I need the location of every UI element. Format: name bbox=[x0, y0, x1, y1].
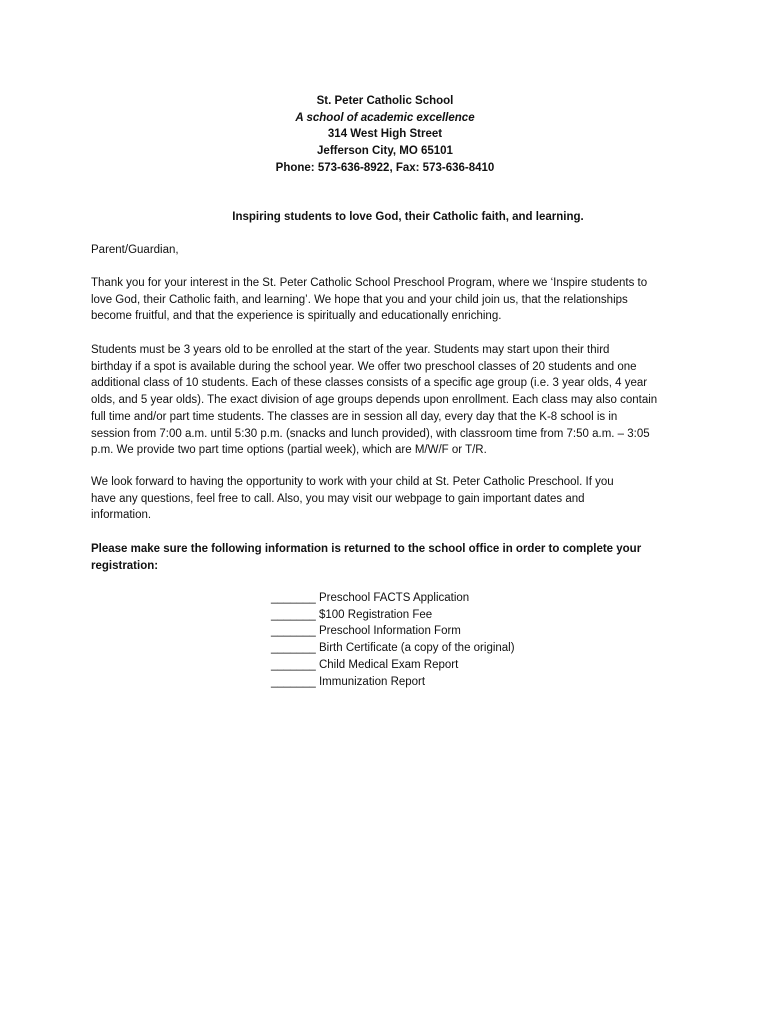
enrollment-paragraph bbox=[91, 342, 691, 459]
checklist-item bbox=[271, 640, 515, 657]
checklist-item-label: $100 Registration Fee bbox=[318, 608, 433, 621]
closing-paragraph bbox=[91, 474, 691, 524]
checklist-blank: _______ bbox=[271, 658, 316, 671]
checklist-item-label: Preschool FACTS Application bbox=[318, 592, 470, 604]
paragraph-line: Thank you for your interest in the St. Peter Catholic School Preschool Program, where we ‘Inspire students to bbox=[91, 277, 648, 289]
checklist-item bbox=[271, 623, 515, 640]
paragraph-line: p.m. We provide two part time options (partial week), which are M/W/F or T/R. bbox=[91, 444, 487, 457]
checklist-item bbox=[271, 607, 515, 624]
letterhead bbox=[0, 93, 770, 177]
paragraph-line: have any questions, feel free to call. Also, you may visit our webpage to gain important dates and bbox=[91, 492, 585, 505]
school-name: St. Peter Catholic School bbox=[316, 95, 454, 107]
paragraph-line: birthday if a spot is available during the school year. We offer two preschool classes of 20 students and one bbox=[91, 360, 637, 373]
paragraph-line: full time and/or part time students. The classes are in session all day, every day that the K-8 school is in bbox=[91, 410, 618, 423]
checklist-item-label: Child Medical Exam Report bbox=[318, 658, 459, 671]
checklist-blank: _______ bbox=[271, 608, 316, 621]
paragraph-line: olds, and 5 year olds). The exact division of age groups depends upon enrollment. Each class may also contain bbox=[91, 394, 658, 407]
city-state-zip: Jefferson City, MO 65101 bbox=[317, 145, 453, 158]
mission-statement: Inspiring students to love God, their Catholic faith, and learning. bbox=[232, 211, 584, 223]
paragraph-line: Students must be 3 years old to be enrolled at the start of the year. Students may start upon their third bbox=[91, 344, 610, 356]
phone-fax: Phone: 573-636-8922, Fax: 573-636-8410 bbox=[275, 161, 495, 174]
checklist-item bbox=[271, 674, 515, 691]
salutation: Parent/Guardian, bbox=[91, 244, 179, 256]
registration-notice bbox=[91, 541, 691, 574]
paragraph-line: become fruitful, and that the experience is spiritually and educationally enriching. bbox=[91, 310, 502, 323]
paragraph-line: information. bbox=[91, 509, 152, 522]
paragraph-line: We look forward to having the opportunity to work with your child at St. Peter Catholic Preschool. If you bbox=[91, 476, 614, 488]
school-motto: A school of academic excellence bbox=[295, 111, 475, 124]
checklist-blank: _______ bbox=[271, 592, 316, 604]
paragraph-line: love God, their Catholic faith, and learning’. We hope that you and your child join us, that the relationships bbox=[91, 293, 628, 306]
paragraph-line: additional class of 10 students. Each of these classes consists of a specific age group (i.e. 3 year olds, 4 year bbox=[91, 377, 648, 390]
intro-paragraph bbox=[91, 275, 691, 325]
notice-line: Please make sure the following information is returned to the school office in order to complete your bbox=[91, 543, 642, 555]
registration-checklist bbox=[271, 590, 515, 690]
checklist-blank: _______ bbox=[271, 675, 316, 688]
street-address: 314 West High Street bbox=[327, 128, 443, 141]
checklist-blank: _______ bbox=[271, 642, 316, 655]
checklist-item-label: Immunization Report bbox=[318, 675, 426, 688]
paragraph-line: session from 7:00 a.m. until 5:30 p.m. (snacks and lunch provided), with classroom time from 7:50 a.m. – 3:05 bbox=[91, 427, 650, 440]
checklist-item-label: Preschool Information Form bbox=[318, 625, 461, 638]
notice-line: registration: bbox=[91, 559, 159, 572]
checklist-blank: _______ bbox=[271, 625, 316, 638]
checklist-item bbox=[271, 590, 515, 607]
checklist-item bbox=[271, 657, 515, 674]
checklist-item-label: Birth Certificate (a copy of the original) bbox=[318, 642, 515, 655]
